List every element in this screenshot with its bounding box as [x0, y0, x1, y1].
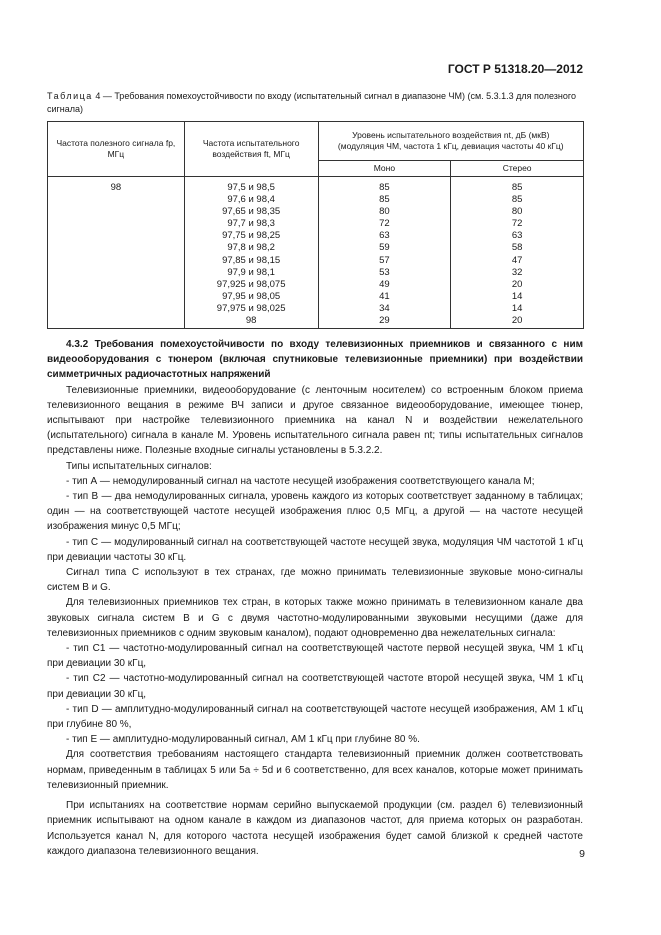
cell-useful [48, 242, 185, 254]
cell-mono: 85 [318, 177, 451, 195]
list-item: - тип С1 — частотно-модулированный сигнал на соответствующей частоте первой несущей звука, ЧМ 1 кГц при девиации 30 кГц, [47, 643, 583, 670]
cell-test: 97,95 и 98,05 [184, 291, 318, 303]
list-item: - тип С — модулированный сигнал на соответствующей частоте несущей звука, модуляция ЧМ частотой 1 кГц при девиации частоты 30 кГц. [47, 536, 583, 563]
paragraph: Для соответствия требованиям настоящего стандарта телевизионный приемник должен соответствовать нормам, приведенным в таблицах 5 или 5а ÷ 5d и 6 соответственно, для всех каналов, которые может принимать телевизионный приемник. [47, 749, 583, 791]
cell-test: 97,6 и 98,4 [184, 194, 318, 206]
cell-mono: 63 [318, 230, 451, 242]
list-item: - тип С2 — частотно-модулированный сигнал на соответствующей частоте второй несущей звука, ЧМ 1 кГц при девиации 30 кГц, [47, 673, 583, 700]
cell-useful [48, 267, 185, 279]
table-row [48, 303, 584, 315]
table-row [48, 267, 584, 279]
table-row [48, 279, 584, 291]
cell-mono: 49 [318, 279, 451, 291]
requirements-table [47, 121, 584, 329]
cell-test: 97,975 и 98,025 [184, 303, 318, 315]
cell-mono: 34 [318, 303, 451, 315]
cell-mono: 85 [318, 194, 451, 206]
paragraph: Для телевизионных приемников тех стран, в которых также можно принимать в телевизионном канале два звуковых сигнала систем В и G с двумя частотно-модулированными звуковыми несущими (даже для телевизионных приемников с одним звуковым каналом), подают одновременно два нежелательных сигнала: [47, 597, 583, 639]
cell-useful [48, 291, 185, 303]
cell-stereo: 47 [451, 255, 584, 267]
cell-useful [48, 206, 185, 218]
page-number: 9 [579, 848, 585, 860]
cell-useful [48, 279, 185, 291]
table-row [48, 194, 584, 206]
section-heading: 4.3.2 Требования помехоустойчивости по входу телевизионных приемников и связанного с ним видеооборудования с тюнером (включая спутниковые телевизионные приемники) при воздействии симметричных радиочастотных напряжений [47, 339, 583, 381]
cell-useful: 98 [48, 177, 185, 195]
cell-stereo: 20 [451, 279, 584, 291]
cell-test: 97,85 и 98,15 [184, 255, 318, 267]
table-row [48, 315, 584, 329]
cell-useful [48, 230, 185, 242]
cell-mono: 72 [318, 218, 451, 230]
cell-useful [48, 194, 185, 206]
cell-stereo: 32 [451, 267, 584, 279]
section-body [47, 337, 583, 859]
cell-mono: 57 [318, 255, 451, 267]
cell-stereo: 58 [451, 242, 584, 254]
document-id: ГОСТ Р 51318.20—2012 [447, 62, 583, 76]
col-header-test-level-line1: Уровень испытательного воздействия nt, дБ (мкВ) [352, 130, 550, 140]
cell-test: 97,9 и 98,1 [184, 267, 318, 279]
cell-test: 97,5 и 98,5 [184, 177, 318, 195]
col-header-test-level [318, 122, 583, 161]
cell-mono: 41 [318, 291, 451, 303]
table-row [48, 218, 584, 230]
col-header-test-frequency: Частота испытательного воздействия ft, МГц [184, 122, 318, 177]
cell-test: 97,75 и 98,25 [184, 230, 318, 242]
table-caption-text: 4 — Требования помехоустойчивости по входу (испытательный сигнал в диапазоне ЧМ) (см. 5.3.1.3 для полезного сигнала) [47, 91, 576, 114]
col-header-mono: Моно [318, 161, 451, 177]
cell-stereo: 72 [451, 218, 584, 230]
cell-test: 97,8 и 98,2 [184, 242, 318, 254]
cell-mono: 29 [318, 315, 451, 329]
list-item: - тип В — два немодулированных сигнала, уровень каждого из которых соответствует заданному в таблицах; один — на соответствующей частоте несущей изображения плюс 0,5 МГц, а другой — на частоте несущей изображения минус 0,5 МГц; [47, 491, 583, 533]
col-header-test-level-line2: (модуляция ЧМ, частота 1 кГц, девиация частоты 40 кГц) [337, 141, 564, 151]
cell-mono: 53 [318, 267, 451, 279]
table-body [48, 177, 584, 329]
cell-stereo: 80 [451, 206, 584, 218]
cell-stereo: 14 [451, 303, 584, 315]
cell-stereo: 20 [451, 315, 584, 329]
cell-test: 97,925 и 98,075 [184, 279, 318, 291]
cell-test: 97,65 и 98,35 [184, 206, 318, 218]
table-row [48, 177, 584, 195]
cell-stereo: 85 [451, 194, 584, 206]
cell-useful [48, 315, 185, 329]
cell-useful [48, 218, 185, 230]
list-item: - тип D — амплитудно-модулированный сигнал на соответствующей частоте несущей изображения, АМ 1 кГц при глубине 80 %, [47, 703, 583, 731]
cell-mono: 59 [318, 242, 451, 254]
table-row [48, 230, 584, 242]
cell-test: 97,7 и 98,3 [184, 218, 318, 230]
paragraph: Сигнал типа С используют в тех странах, где можно принимать телевизионные звуковые моно-сигналы систем В и G. [47, 567, 583, 594]
paragraph: Телевизионные приемники, видеооборудование (с ленточным носителем) со встроенным блоком приема телевизионного вещания в режиме ВЧ записи и другое связанное видеооборудование, имеющее тюнер, испытывают при настройке телевизионного приемника на канал N и воздействии нежелательного (испытательного) сигнала в канале M. Уровень испытательного сигнала равен nt; типы испытательных сигналов представлены ниже. Полезные входные сигналы установлены в 5.3.2.2. [47, 384, 583, 457]
cell-mono: 80 [318, 206, 451, 218]
cell-useful [48, 255, 185, 267]
table-row [48, 291, 584, 303]
paragraph: При испытаниях на соответствие нормам серийно выпускаемой продукции (см. раздел 6) телевизионный приемник испытывают на одном канале в каждом из диапазонов частот, для приема которых он разработан. Используется канал N, для которого частота несущей изображения будет самой близкой к средней частоте каждого диапазона телевизионного вещания. [47, 800, 583, 857]
cell-stereo: 85 [451, 177, 584, 195]
list-item: - тип А — немодулированный сигнал на частоте несущей изображения соответствующего канала M; [66, 475, 535, 487]
cell-test: 98 [184, 315, 318, 329]
cell-useful [48, 303, 185, 315]
cell-stereo: 63 [451, 230, 584, 242]
table-caption-label: Таблица [47, 91, 93, 101]
col-header-useful-frequency: Частота полезного сигнала fp, МГц [48, 122, 185, 177]
table-row [48, 206, 584, 218]
list-item: - тип Е — амплитудно-модулированный сигнал, АМ 1 кГц при глубине 80 %. [66, 734, 420, 746]
table-row [48, 255, 584, 267]
table-row [48, 242, 584, 254]
table-caption [47, 90, 587, 116]
col-header-stereo: Стерео [451, 161, 584, 177]
cell-stereo: 14 [451, 291, 584, 303]
paragraph: Типы испытательных сигналов: [66, 460, 212, 472]
